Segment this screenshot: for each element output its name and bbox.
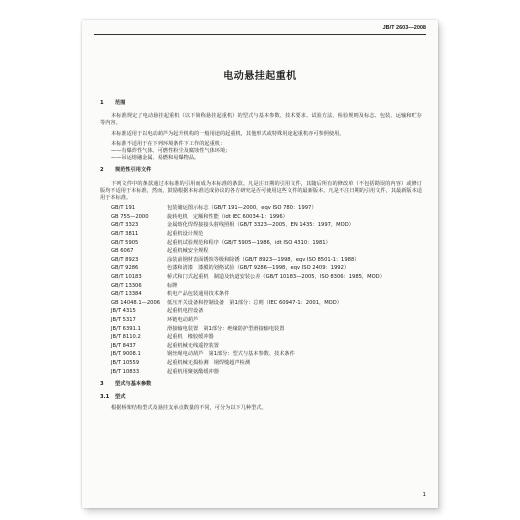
reference-code: JB/T 6391.1 [111,325,141,332]
reference-title: 标牌 [167,282,178,289]
reference-code: GB/T 8923 [111,256,139,263]
reference-item [100,351,422,358]
subsection-heading [100,394,422,401]
reference-title: 起重机械安全规程 [167,248,209,255]
reference-item [100,257,422,264]
reference-item [100,248,422,255]
reference-item [100,222,422,229]
section-1-heading [100,100,422,107]
reference-code: JB/T 5317 [111,316,136,323]
reference-item [100,214,422,221]
reference-title: 起重机设计规范 [167,231,204,238]
document-page [82,20,438,508]
section-number: 2 [100,167,104,174]
paragraph: 本标准不适用于在下列环境条件下工作的起重机： [111,140,226,147]
reference-title: 起重机械无损检测 钢焊缝超声检测 [167,359,251,366]
reference-code: GB/T 3811 [111,231,139,238]
reference-item [100,360,422,367]
condition-item: ——有爆炸性气体、可燃性粉尘及腐蚀性气体环境； [111,148,231,155]
reference-title: 色漆和清漆 漆膜的划格试验（GB/T 9286—1998，eqv ISO 2409：1992） [167,265,350,272]
paragraph: 下列文件中的条款通过本标准的引用而成为本标准的条款。凡是注日期的引用文件，其随后所有的修改单（不包括勘误的内容）或修订版均不适用于本标准，然而，鼓励根据本标准达成协议的各方研究是否可使用这些文件的最新版本。凡是不注日期的引用文件，其最新版本适用于本标准。 [100,180,422,202]
reference-item [100,300,422,307]
section-title: 范围 [115,100,126,106]
reference-code: GB/T 191 [111,205,136,212]
page-number: 1 [422,492,426,498]
condition-item: ——吊运熔融金属、易燃和易爆物品。 [111,155,200,162]
reference-code: GB/T 13384 [111,291,142,298]
reference-item [100,205,422,212]
reference-item [100,334,422,341]
reference-code: JB/T 10833 [111,368,140,375]
section-3-heading [100,381,422,388]
reference-item [100,283,422,290]
reference-title: 起重机 橡胶缓冲器 [167,334,214,341]
reference-title: 机电产品包装通用技术条件 [167,291,230,298]
section-number: 1 [100,100,104,106]
document-title: 电动悬挂起重机 [223,71,297,82]
reference-code: GB/T 5905 [111,239,139,246]
paragraph: 本标准规定了电动悬挂起重机（以下简称悬挂起重机）的型式与基本参数、技术要求、试验方法、检验规则及标志、包装、运输和贮存等内容。 [100,113,422,127]
reference-item [100,274,422,281]
reference-title: 金属熔化焊焊接接头射线照相（GB/T 3323—2005，EN 1435：1997，MOD） [167,222,354,229]
reference-title: 旋转电机 定额和性能（idt IEC 60034-1：1996） [167,213,288,220]
reference-title: 涂装前钢材表面锈蚀等级和除锈（GB/T 8923—1998，eqv ISO 8501-1：1988） [167,256,360,263]
reference-item [100,308,422,315]
reference-item [100,326,422,333]
reference-code: JB/T 10559 [111,359,140,366]
paragraph: 本标准适用于以电动葫芦为起升机构的一般用途的起重机，其他形式或特殊用途起重机亦可参照使用。 [111,130,345,137]
reference-item [100,343,422,350]
reference-title: 起重机用聚氨酯缓冲器 [167,368,219,375]
reference-title: 起重机试验规范和程序（GB/T 5905—1986，idt ISO 4310：1981） [167,239,331,246]
reference-title: 低压开关设备和控制设备 第1部分：总则（IEC 60947-1：2001，MOD） [167,299,342,306]
reference-item [100,291,422,298]
reference-code: GB 6067 [111,248,134,255]
reference-code: GB 755—2000 [111,213,149,220]
reference-code: JB/T 8110.2 [111,334,141,341]
reference-item [100,231,422,238]
reference-title: 起重机电控设备 [167,308,204,315]
section-number: 3 [100,380,104,387]
reference-title: 包装储运图示标志（GB/T 191—2000，eqv ISO 780：1997） [167,205,317,212]
section-title: 型式与基本参数 [115,380,152,387]
reference-title: 桥式和门式起重机 制造及轨道安装公差（GB/T 10183—2005，ISO 8306：1985，MOD） [167,273,385,280]
reference-code: JB/T 9008.1 [111,351,141,358]
header-rule [94,34,426,35]
reference-title: 钢丝绳电动葫芦 第1部分：型式与基本参数、技术条件 [167,351,295,358]
reference-code: GB 14048.1—2006 [111,299,161,306]
reference-item [100,369,422,376]
section-title: 规范性引用文件 [115,167,152,174]
subsection-number: 3.1 [100,393,110,400]
paragraph: 根据桥架结构型式及悬挂支承点数量的不同，可分为以下几种型式。 [111,405,267,412]
reference-item [100,265,422,272]
reference-title: 滑接输电装置 第1部分：绝缘防护型滑接输电装置 [167,325,285,332]
reference-title: 环链电动葫芦 [167,316,199,323]
standard-number: JB/T 2603—2008 [382,25,426,31]
reference-code: JB/T 8437 [111,342,136,349]
reference-item [100,240,422,247]
reference-item [100,317,422,324]
reference-code: GB/T 10183 [111,273,142,280]
section-2-heading [100,167,422,174]
subsection-title: 型式 [115,393,126,400]
document-body [100,96,422,412]
reference-code: GB/T 3323 [111,222,139,229]
reference-code: GB/T 9286 [111,265,139,272]
reference-title: 起重机械无线遥控装置 [167,342,219,349]
reference-code: GB/T 13306 [111,282,142,289]
reference-code: JB/T 4315 [111,308,136,315]
reference-list [100,205,422,375]
